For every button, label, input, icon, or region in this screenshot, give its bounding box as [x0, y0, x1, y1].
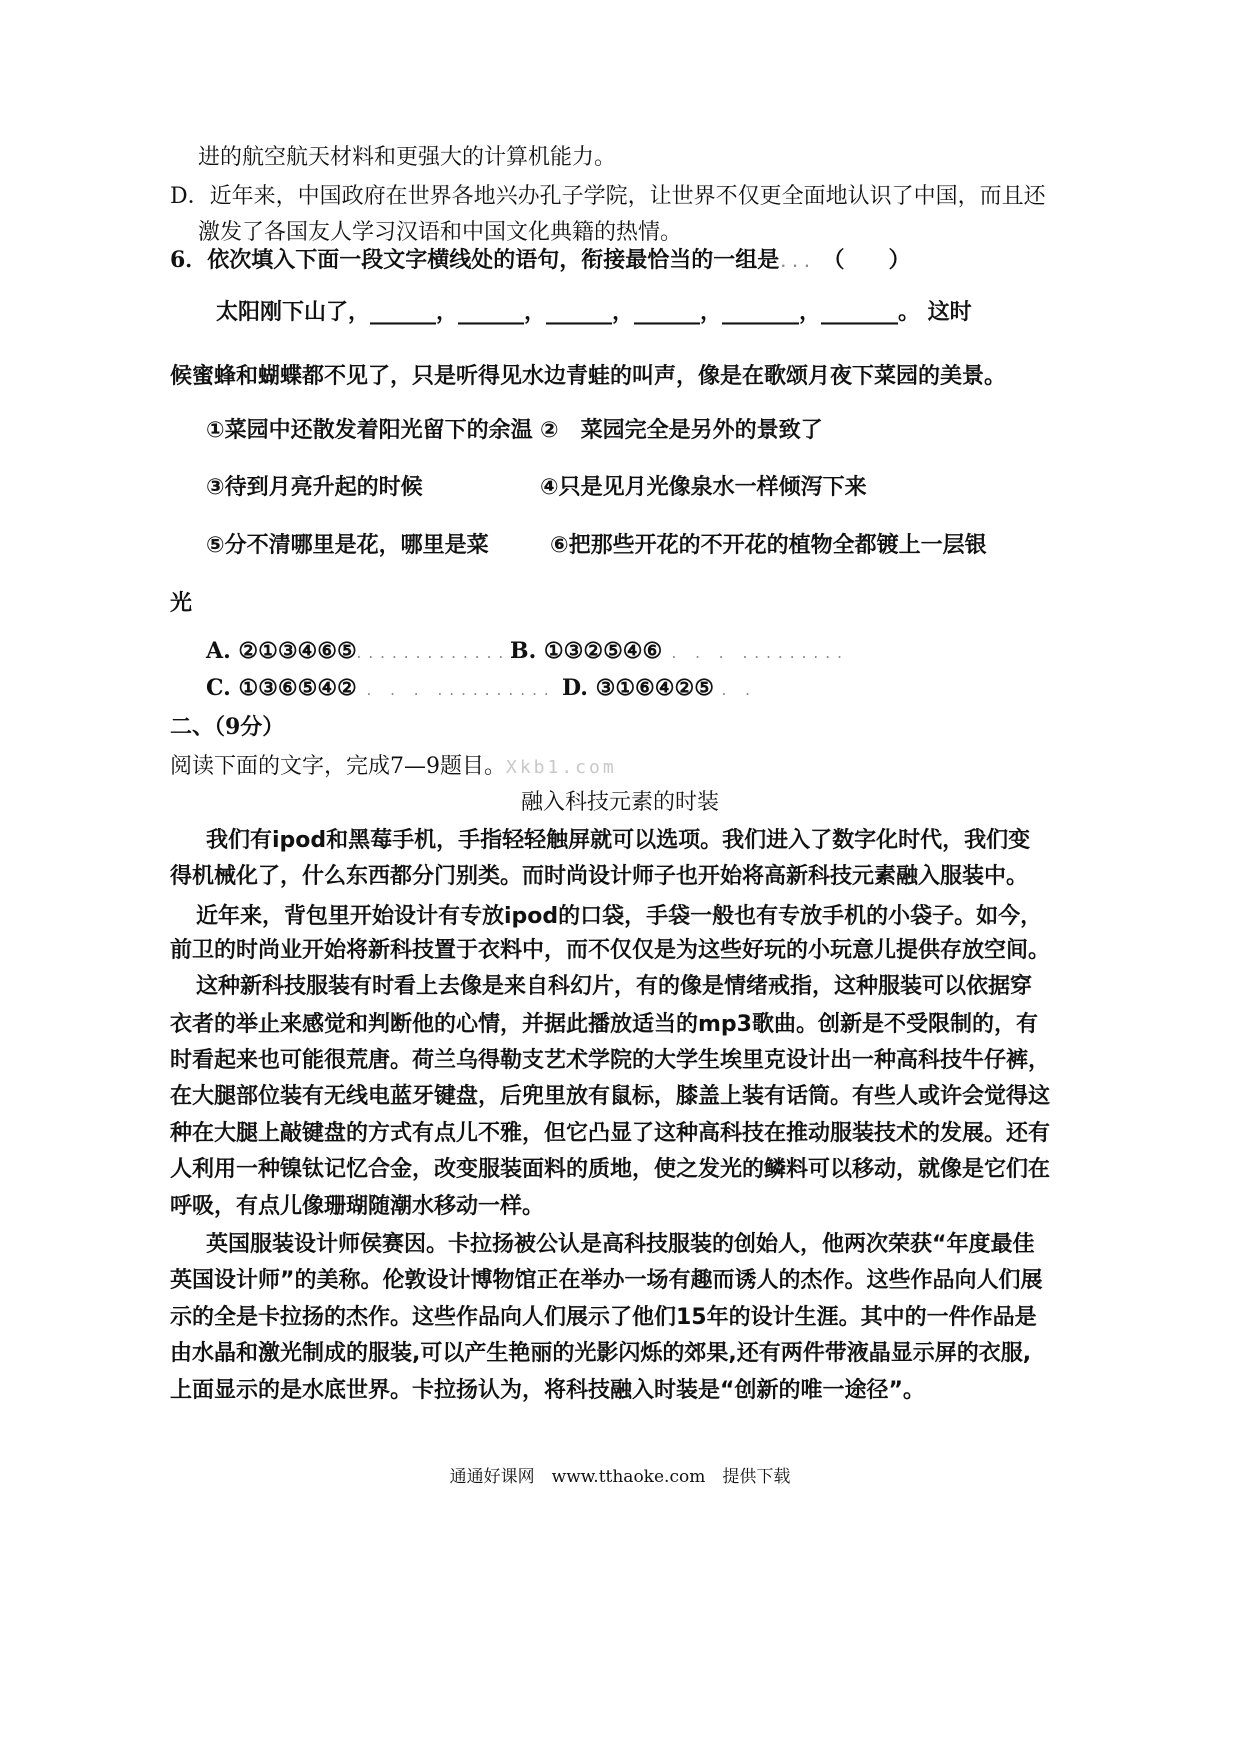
page-footer: 通通好课网 www.tthaoke.com 提供下载 — [449, 1467, 791, 1487]
q6-passage-line1: 太阳刚下山了，______，______，______，______，_______，_______。 这时 — [216, 300, 972, 325]
article-line: 人利用一种镍钛记忆合金，改变服装面料的质地，使之发光的鳞料可以移动，就像是它们在 — [170, 1157, 1051, 1182]
q6-item-6-cont: 光 — [170, 591, 193, 616]
q6-option-d: D. ③①⑥④②⑤ — [562, 675, 714, 701]
q6-stem-text: 6．依次填入下面一段文字横线处的语句，衔接最恰当的一组是 — [170, 247, 780, 273]
article-line: 近年来，背包里开始设计有专放ipod的口袋，手袋一般也有专放手机的小袋子。如今， — [196, 904, 1043, 929]
q5-option-c-tail: 进的航空航天材料和更强大的计算机能力。 — [198, 145, 617, 170]
article-line: 种在大腿上敲键盘的方式有点儿不雅，但它凸显了这种高科技在推动服装技术的发展。还有 — [170, 1121, 1051, 1146]
section2-instruction-text: 阅读下面的文字，完成7—9题目。 — [170, 754, 506, 779]
section2-heading: 二、（9分） — [170, 714, 285, 740]
q6-item-6: ⑥把那些开花的不开花的植物全都镀上一层银 — [550, 533, 987, 558]
article-title: 融入科技元素的时装 — [520, 790, 719, 815]
article-line: 衣者的举止来感觉和判断他的心情，并据此播放适当的mp3歌曲。创新是不受限制的，有 — [170, 1012, 1038, 1037]
q6-item-5: ⑤分不清哪里是花，哪里是菜 — [206, 533, 489, 558]
watermark: Xkb1.com — [506, 757, 617, 778]
article-line: 上面显示的是水底世界。卡拉扬认为，将科技融入时装是“创新的唯一途径”。 — [170, 1378, 925, 1403]
q6-passage-line2: 候蜜蜂和蝴蝶都不见了，只是听得见水边青蛙的叫声，像是在歌颂月夜下菜园的美景。 — [170, 364, 1007, 389]
q6-bracket: （ ） — [822, 247, 911, 273]
article-line: 呼吸，有点儿像珊瑚随潮水移动一样。 — [170, 1194, 545, 1219]
q6-option-c: C. ①③⑥⑤④② — [206, 675, 357, 701]
article-line: 得机械化了，什么东西都分门别类。而时尚设计师子也开始将高新科技元素融入服装中。 — [170, 864, 1029, 889]
q6-option-d-dots: . . — [720, 684, 756, 699]
q6-option-c-dots: . . . .......... — [365, 684, 555, 699]
q6-stem — [170, 245, 910, 279]
q6-option-a: A. ②①③④⑥⑤ — [206, 638, 357, 664]
q6-item-4: ④只是见月光像泉水一样倾泻下来 — [540, 475, 867, 500]
q6-option-b-dots: . . . ......... — [670, 647, 848, 662]
q6-item-3: ③待到月亮升起的时候 — [206, 475, 423, 500]
article-line: 在大腿部位装有无线电蓝牙键盘，后兜里放有鼠标，膝盖上装有话筒。有些人或许会觉得这 — [170, 1084, 1051, 1109]
article-line: 英国服装设计师侯赛因。卡拉扬被公认是高科技服装的创始人，他两次荣获“年度最佳 — [206, 1232, 1035, 1257]
q5-option-d-line2: 激发了各国友人学习汉语和中国文化典籍的热情。 — [198, 220, 683, 245]
q6-item-1: ①菜园中还散发着阳光留下的余温 — [206, 418, 533, 443]
article-line: 我们有ipod和黑莓手机，手指轻轻触屏就可以选项。我们进入了数字化时代，我们变 — [206, 828, 1031, 853]
q6-dots: ... — [779, 256, 815, 271]
q6-option-b: B. ①③②⑤④⑥ — [510, 638, 663, 664]
article-line: 时看起来也可能很荒唐。荷兰乌得勒支艺术学院的大学生埃里克设计出一种高科技牛仔裤， — [170, 1048, 1051, 1073]
article-line: 前卫的时尚业开始将新科技置于衣料中，而不仅仅是为这些好玩的小玩意儿提供存放空间。 — [170, 938, 1051, 963]
article-line: 英国设计师”的美称。伦敦设计博物馆正在举办一场有趣而诱人的杰作。这些作品向人们展 — [170, 1268, 1043, 1293]
article-line: 由水晶和激光制成的服装,可以产生艳丽的光影闪烁的郊果,还有两件带液晶显示屏的衣服, — [170, 1341, 1032, 1366]
article-line: 这种新科技服装有时看上去像是来自科幻片，有的像是情绪戒指，这种服装可以依据穿 — [196, 974, 1033, 999]
article-line: 示的全是卡拉扬的杰作。这些作品向人们展示了他们15年的设计生涯。其中的一件作品是 — [170, 1305, 1037, 1330]
q6-item-2: ② 菜园完全是另外的景致了 — [540, 418, 823, 443]
section2-instruction — [170, 752, 617, 783]
q6-option-a-dots: .............. — [355, 647, 521, 662]
q5-option-d-line1: D．近年来，中国政府在世界各地兴办孔子学院，让世界不仅更全面地认识了中国，而且还 — [170, 184, 1046, 209]
